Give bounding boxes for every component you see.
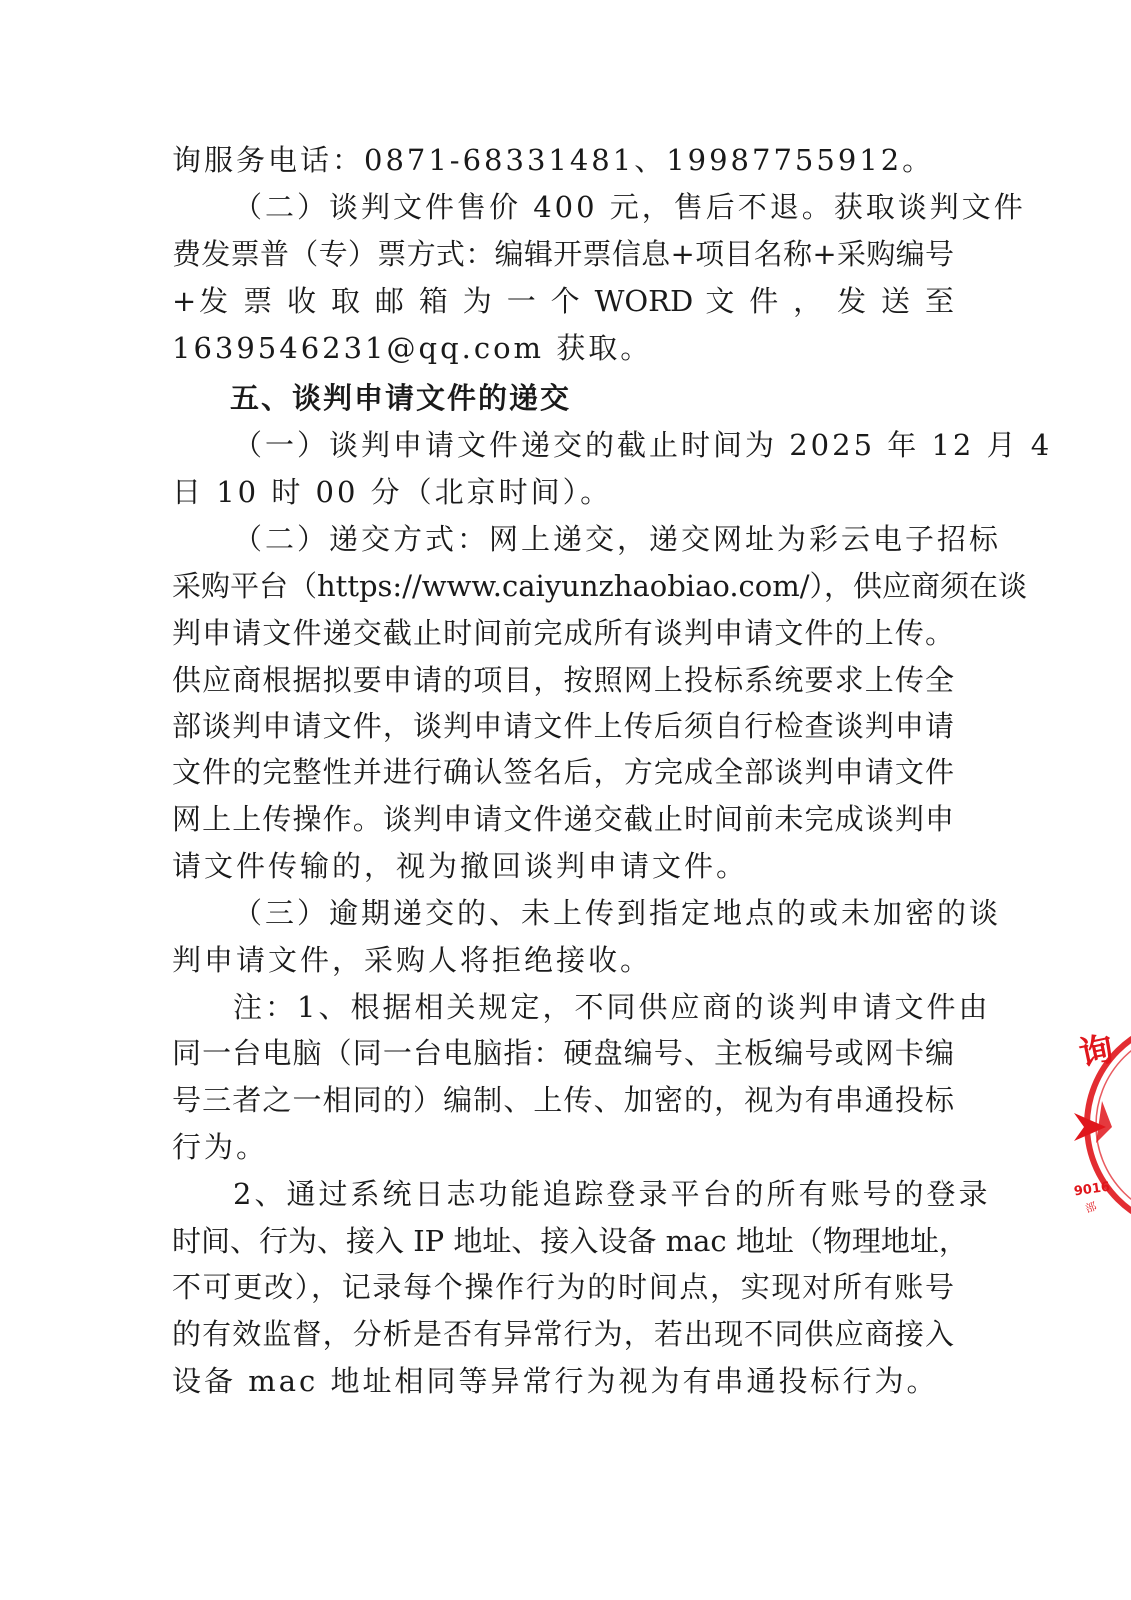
paragraph-line: 网上上传操作。谈判申请文件递交截止时间前未完成谈判申 — [172, 802, 954, 836]
paragraph-line: 采购平台（https://www.caiyunzhaobiao.com/），供应商须在谈 — [172, 569, 1028, 603]
paragraph-line: （一）谈判申请文件递交的截止时间为 2025 年 12 月 4 — [233, 428, 1053, 462]
paragraph-line: 询服务电话：0871-68331481、19987755912。 — [172, 143, 935, 177]
paragraph-line: 1639546231@qq.com 获取。 — [172, 331, 653, 365]
paragraph-line: 日 10 时 00 分（北京时间）。 — [172, 475, 613, 509]
paragraph-line: 号三者之一相同的）编制、上传、加密的，视为有串通投标 — [172, 1083, 954, 1117]
paragraph-line: +发 票 收 取 邮 箱 为 一 个 WORD 文 件 ， 发 送 至 — [172, 284, 954, 318]
paragraph-line: 同一台电脑（同一台电脑指：硬盘编号、主板编号或网卡编 — [172, 1036, 954, 1070]
official-seal-stamp — [1072, 1015, 1131, 1235]
paragraph-line: 注：1、根据相关规定，不同供应商的谈判申请文件由 — [233, 990, 991, 1024]
paragraph-line: 2、通过系统日志功能追踪登录平台的所有账号的登录 — [233, 1177, 991, 1211]
svg-text:询: 询 — [1075, 1028, 1118, 1075]
paragraph-line: 判申请文件递交截止时间前完成所有谈判申请文件的上传。 — [172, 616, 954, 650]
paragraph-line: 供应商根据拟要申请的项目，按照网上投标系统要求上传全 — [172, 663, 954, 697]
paragraph-line: （二）谈判文件售价 400 元，售后不退。获取谈判文件 — [233, 190, 1026, 224]
paragraph-line: 文件的完整性并进行确认签名后，方完成全部谈判申请文件 — [172, 755, 954, 789]
paragraph-line: 费发票普（专）票方式：编辑开票信息+项目名称+采购编号 — [172, 237, 954, 271]
paragraph-line: 请文件传输的，视为撤回谈判申请文件。 — [172, 849, 749, 883]
paragraph-line: 时间、行为、接入 IP 地址、接入设备 mac 地址（物理地址， — [172, 1224, 968, 1258]
svg-text:9016: 9016 — [1073, 1179, 1111, 1200]
paragraph-line: （三）逾期递交的、未上传到指定地点的或未加密的谈 — [233, 896, 1002, 930]
paragraph-line: 判申请文件，采购人将拒绝接收。 — [172, 943, 653, 977]
paragraph-line: 行为。 — [172, 1130, 269, 1164]
paragraph-line: 不可更改），记录每个操作行为的时间点，实现对所有账号 — [172, 1270, 954, 1304]
paragraph-line: 的有效监督，分析是否有异常行为，若出现不同供应商接入 — [172, 1317, 954, 1351]
svg-text:部: 部 — [1083, 1199, 1099, 1216]
paragraph-line: （二）递交方式：网上递交，递交网址为彩云电子招标 — [233, 522, 1002, 556]
paragraph-line: 设备 mac 地址相同等异常行为视为有串通投标行为。 — [172, 1364, 939, 1398]
paragraph-line: 部谈判申请文件，谈判申请文件上传后须自行检查谈判申请 — [172, 709, 954, 743]
section-heading: 五、谈判申请文件的递交 — [230, 381, 572, 415]
